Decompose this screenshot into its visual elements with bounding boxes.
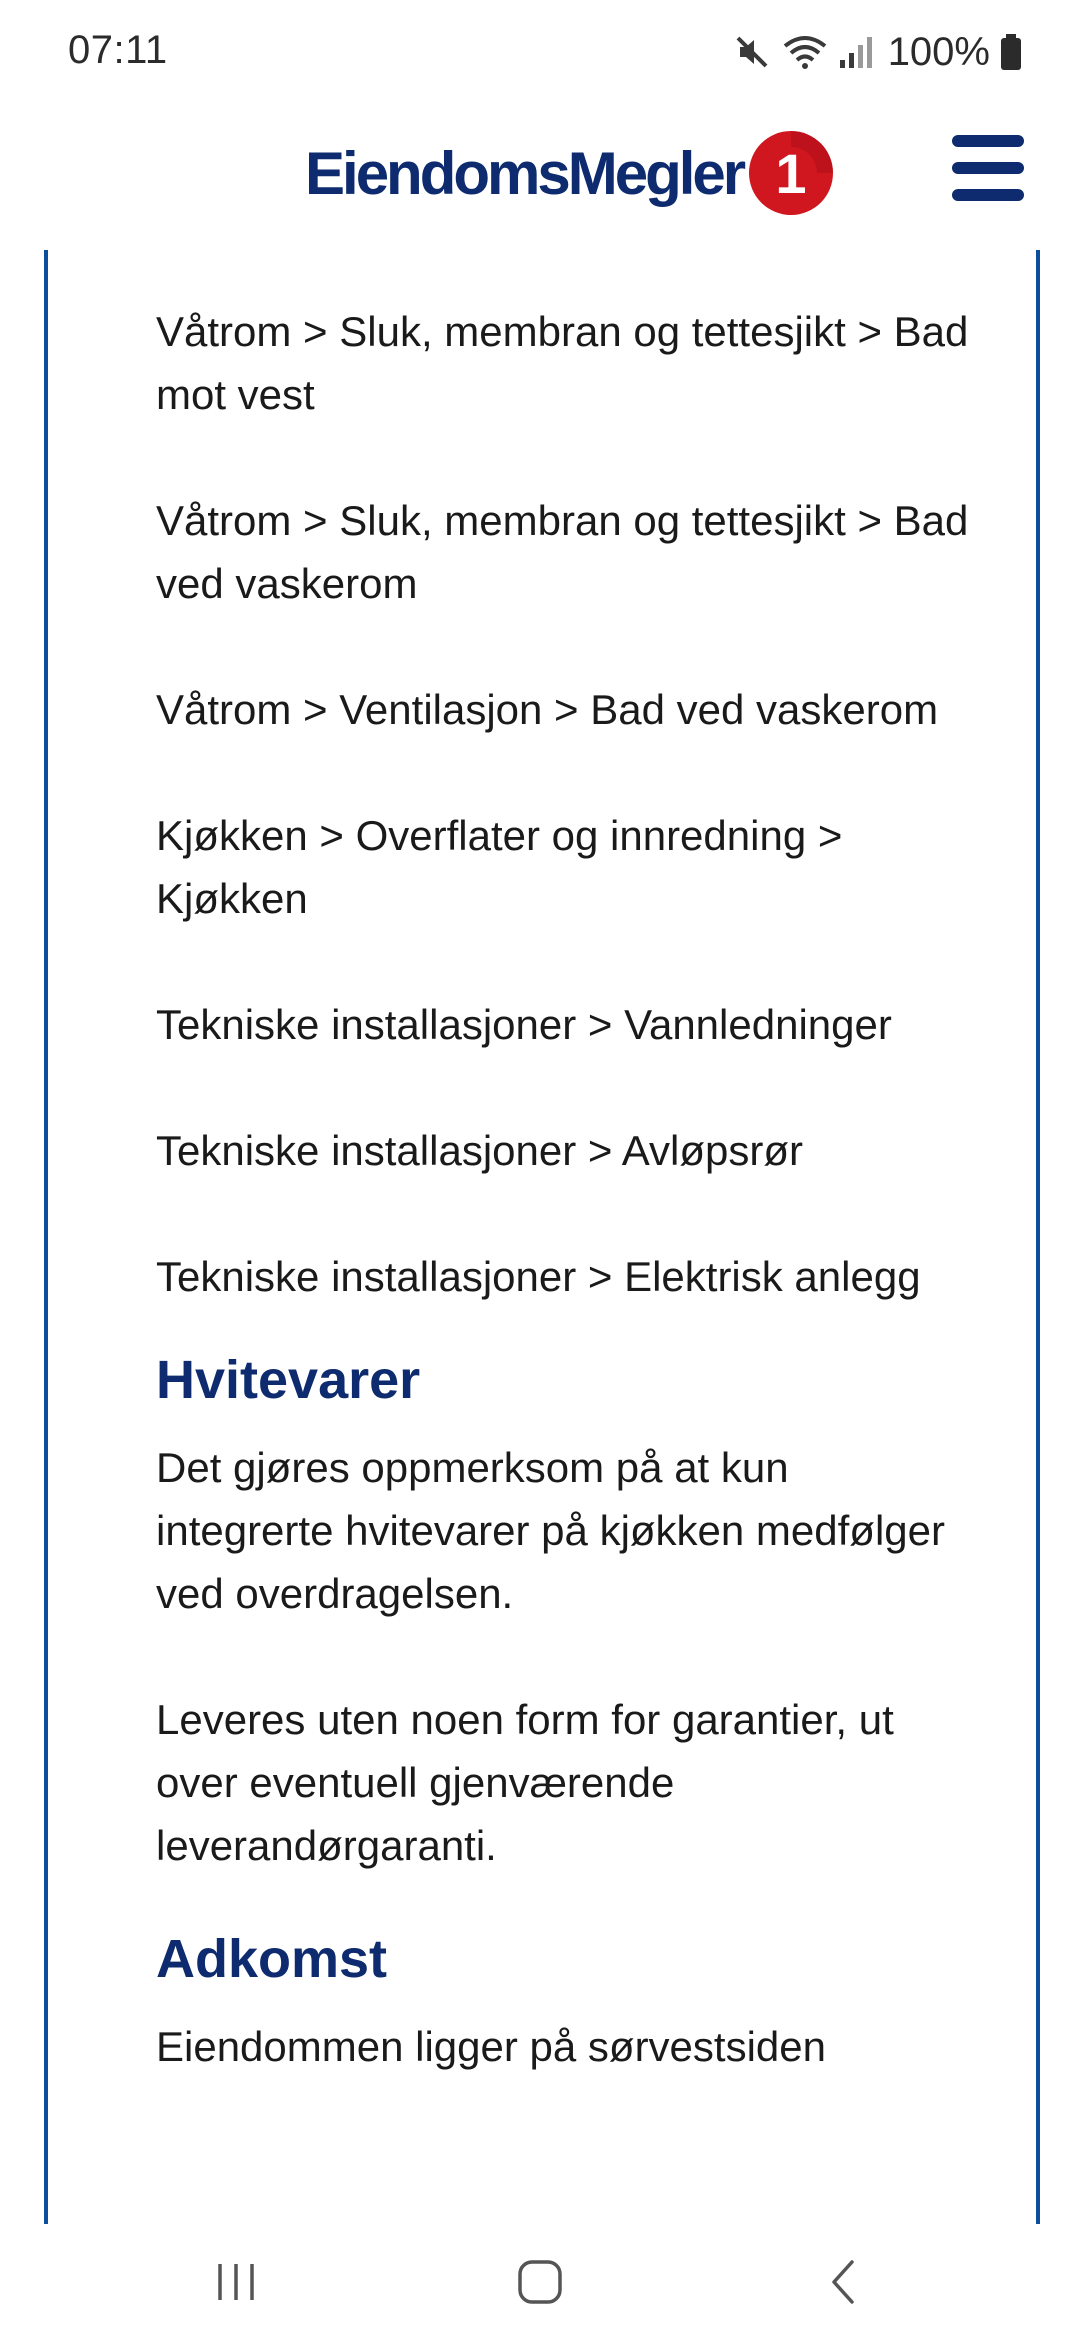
menu-line bbox=[952, 189, 1024, 201]
list-item: Våtrom > Sluk, membran og tettesjikt > Bad mot vest bbox=[156, 308, 969, 418]
logo-badge-icon bbox=[747, 129, 835, 217]
list-item: Tekniske installasjoner > Vannledninger bbox=[156, 1001, 892, 1048]
status-icons bbox=[732, 28, 1022, 76]
home-icon bbox=[516, 2258, 564, 2306]
status-time: 07:11 bbox=[68, 28, 168, 72]
signal-icon bbox=[838, 32, 874, 72]
recent-apps-icon bbox=[214, 2260, 258, 2304]
hvitevarer-heading: Hvitevarer bbox=[156, 1350, 421, 1410]
list-item: Tekniske installasjoner > Avløpsrør bbox=[156, 1127, 803, 1174]
back-button[interactable] bbox=[744, 2224, 944, 2340]
brand-logo[interactable] bbox=[305, 123, 835, 223]
back-icon bbox=[824, 2258, 864, 2306]
content-body bbox=[156, 300, 976, 2078]
hvitevarer-paragraph: Det gjøres oppmerksom på at kun integrerte hvitevarer på kjøkken medfølger ved overdragelsen. bbox=[156, 1444, 945, 1617]
status-bar bbox=[0, 0, 1080, 105]
recent-apps-button[interactable] bbox=[136, 2224, 336, 2340]
content-frame bbox=[44, 250, 1040, 2224]
battery-icon bbox=[1000, 32, 1022, 72]
menu-line bbox=[952, 162, 1024, 174]
logo-badge-number: 1 bbox=[775, 142, 807, 205]
mute-icon bbox=[732, 32, 772, 72]
wifi-icon bbox=[782, 32, 828, 72]
adkomst-heading: Adkomst bbox=[156, 1929, 388, 1989]
app-header bbox=[0, 105, 1080, 250]
logo-text: EiendomsMegler bbox=[305, 139, 744, 207]
list-item: Våtrom > Sluk, membran og tettesjikt > Bad ved vaskerom bbox=[156, 497, 969, 607]
battery-percentage: 100% bbox=[887, 29, 990, 74]
home-button[interactable] bbox=[440, 2224, 640, 2340]
menu-button[interactable] bbox=[952, 135, 1024, 201]
menu-line bbox=[952, 135, 1024, 147]
adkomst-paragraph: Eiendommen ligger på sørvestsiden bbox=[156, 2023, 826, 2070]
navigation-bar bbox=[0, 2224, 1080, 2340]
list-item: Kjøkken > Overflater og innredning > Kjøkken bbox=[156, 812, 843, 922]
hvitevarer-paragraph: Leveres uten noen form for garantier, ut over eventuell gjenværende leverandørgaranti. bbox=[156, 1696, 894, 1869]
list-item: Våtrom > Ventilasjon > Bad ved vaskerom bbox=[156, 686, 939, 733]
list-item: Tekniske installasjoner > Elektrisk anlegg bbox=[156, 1253, 921, 1300]
